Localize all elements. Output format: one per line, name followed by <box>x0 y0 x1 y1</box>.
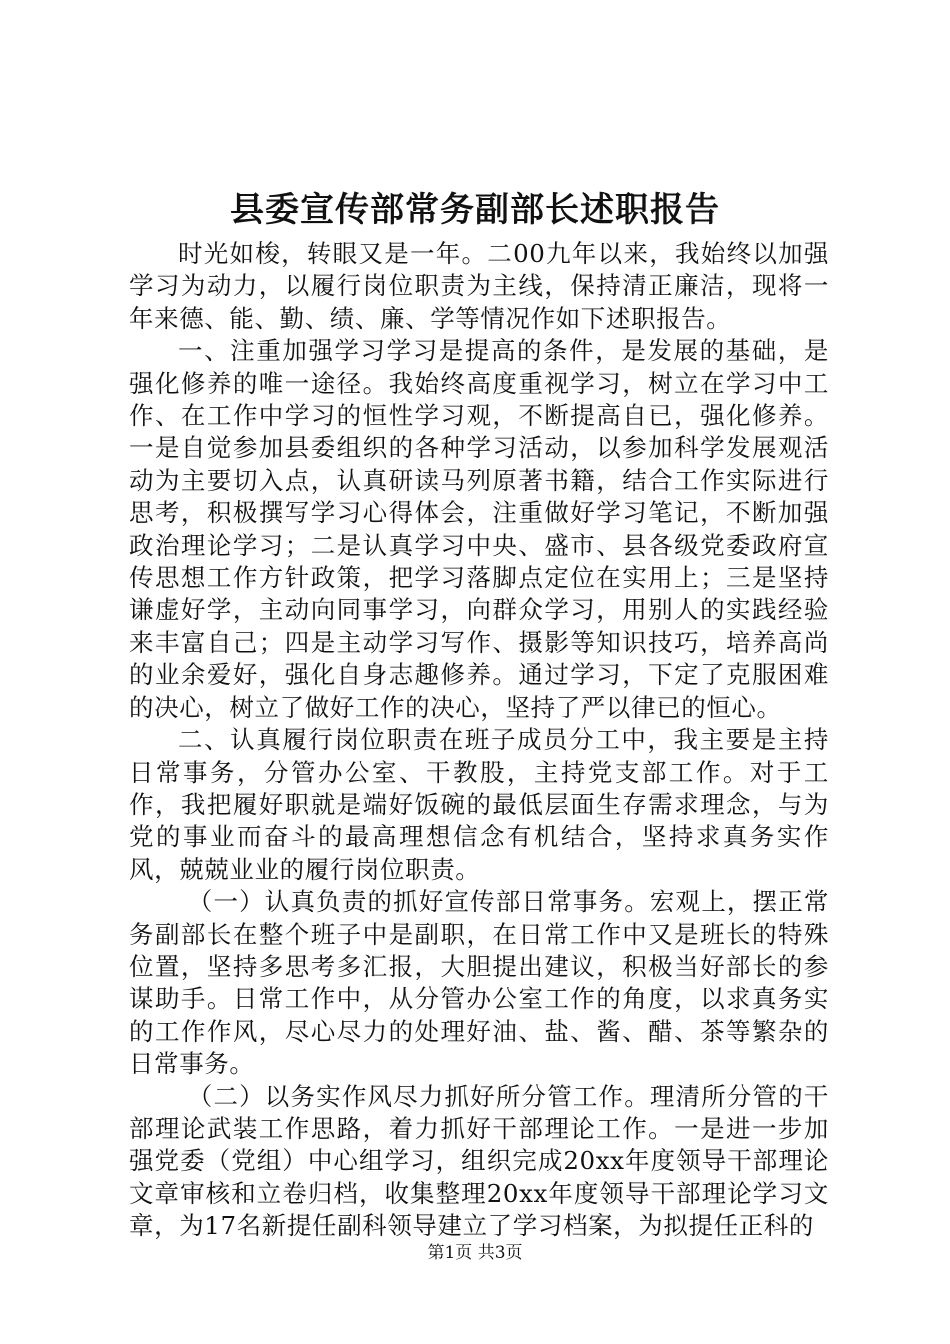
paragraph-subsection-1-daily-affairs: （一）认真负责的抓好宣传部日常事务。宏观上，摆正常务副部长在整个班子中是副职，在日常工作中又是班长的特殊位置，坚持多思考多汇报，大胆提出建议，积极当好部长的参谋助手。日常工作中，从分管办公室工作的角度，以求真务实的工作作风，尽心尽力的处理好油、盐、酱、醋、茶等繁杂的日常事务。 <box>129 887 829 1079</box>
document-title: 县委宣传部常务副部长述职报告 <box>230 190 720 230</box>
page-number-footer: 第1页 共3页 <box>427 1243 523 1263</box>
paragraph-subsection-2-managed-work: （二）以务实作风尽力抓好所分管工作。理清所分管的干部理论武装工作思路，着力抓好干部理论工作。一是进一步加强党委（党组）中心组学习，组织完成20xx年度领导干部理论文章审核和立卷归档，收集整理20xx年度领导干部理论学习文章，为17名新提任副科领导建立了学习档案，为拟提任正科的 <box>129 1081 829 1241</box>
paragraph-section-1-study: 一、注重加强学习学习是提高的条件，是发展的基础，是强化修养的唯一途径。我始终高度重视学习，树立在学习中工作、在工作中学习的恒性学习观，不断提高自已，强化修养。一是自觉参加县委组织的各种学习活动，以参加科学发展观活动为主要切入点，认真研读马列原著书籍，结合工作实际进行思考，积极撰写学习心得体会，注重做好学习笔记，不断加强政治理论学习；二是认真学习中央、盛市、县各级党委政府宣传思想工作方针政策，把学习落脚点定位在实用上；三是坚持谦虚好学，主动向同事学习，向群众学习，用别人的实践经验来丰富自己；四是主动学习写作、摄影等知识技巧，培养高尚的业余爱好，强化自身志趣修养。通过学习，下定了克服困难的决心，树立了做好工作的决心，坚持了严以律已的恒心。 <box>129 336 829 722</box>
paragraph-section-2-duties: 二、认真履行岗位职责在班子成员分工中，我主要是主持日常事务，分管办公室、干教股，主持党支部工作。对于工作，我把履好职就是端好饭碗的最低层面生存需求理念，与为党的事业而奋斗的最高理想信念有机结合，坚持求真务实作风，兢兢业业的履行岗位职责。 <box>129 725 829 884</box>
document-body <box>129 238 829 1243</box>
paragraph-intro: 时光如梭，转眼又是一年。二00九年以来，我始终以加强学习为动力，以履行岗位职责为主线，保持清正廉洁，现将一年来德、能、勤、绩、廉、学等情况作如下述职报告。 <box>129 239 829 333</box>
